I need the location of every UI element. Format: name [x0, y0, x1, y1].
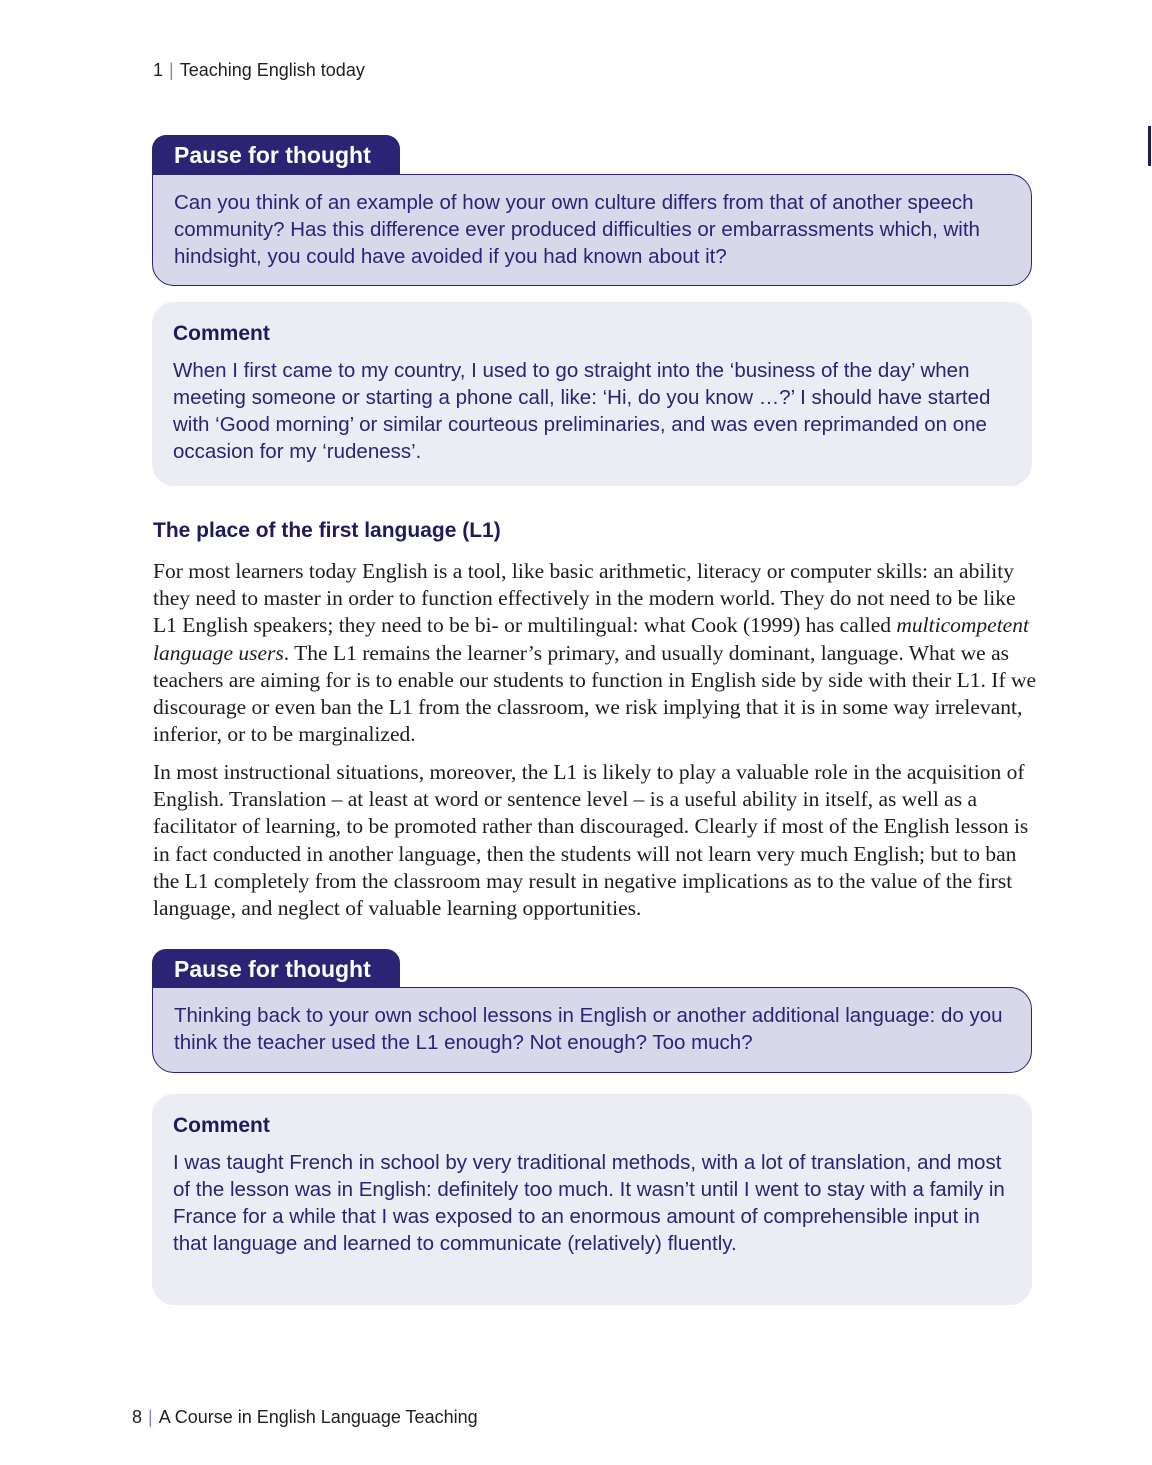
comment-box — [152, 1094, 1032, 1305]
section-heading: The place of the first language (L1) — [153, 519, 501, 542]
page-footer — [132, 1407, 478, 1428]
page-edge-mark — [1148, 126, 1151, 166]
running-head — [153, 60, 365, 81]
chapter-number: 1 — [153, 60, 164, 80]
separator: | — [169, 60, 174, 80]
pause-for-thought-tab: Pause for thought — [152, 135, 400, 175]
chapter-title: Teaching English today — [179, 60, 365, 80]
book-title: A Course in English Language Teaching — [158, 1407, 478, 1427]
paragraph-text: . The L1 remains the learner’s primary, and usually dominant, language. What we as teachers are aiming for is to enable our students to function in English side by side with their L1. If we discourage or even ban the L1 from the classroom, we risk implying that it is in some way irrelevant, inferior, or to be marginalized. — [153, 640, 1037, 747]
comment-box — [152, 302, 1032, 486]
comment-text: When I first came to my country, I used to go straight into the ‘business of the day’ when meeting someone or starting a phone call, like: ‘Hi, do you know …?’ I should have started with ‘Good morning’ or similar courteous preliminaries, and was even reprimanded on one occasion for my ‘rudeness’. — [173, 359, 991, 463]
comment-title: Comment — [173, 322, 270, 345]
pause-for-thought-text: Can you think of an example of how your own culture differs from that of another speech community? Has this difference ever produced difficulties or embarrassments which, with hindsight, you could have avoided if you had known about it? — [174, 191, 980, 268]
pause-for-thought-box — [152, 987, 1032, 1073]
comment-text: I was taught French in school by very traditional methods, with a lot of translation, and most of the lesson was in English: definitely too much. It wasn’t until I went to stay with a family in France for a while that I was exposed to an enormous amount of comprehensible input in that language and learned to communicate (relatively) fluently. — [173, 1151, 1005, 1255]
page-number: 8 — [132, 1407, 143, 1427]
separator: | — [148, 1407, 153, 1427]
pause-for-thought-text: Thinking back to your own school lessons in English or another additional language: do you think the teacher used the L1 enough? Not enough? Too much? — [174, 1004, 1003, 1054]
paragraph-text: For most learners today English is a tool, like basic arithmetic, literacy or computer skills: an ability they need to master in order to function effectively in the modern world. They do not need to be like L1 English speakers; they need to be bi- or multilingual: what Cook (1999) has called — [153, 559, 1016, 638]
body-paragraph: In most instructional situations, moreover, the L1 is likely to play a valuable role in the acquisition of English. Translation – at least at word or sentence level – is a useful ability in itself, as well as a facilitator of learning, to be promoted rather than discouraged. Clearly if most of the English lesson is in fact conducted in another language, then the students will not learn very much English; but to ban the L1 completely from the classroom may result in negative implications as to the value of the first language, and neglect of valuable learning opportunities. — [153, 760, 1029, 921]
body-paragraph — [153, 558, 1038, 748]
comment-title: Comment — [173, 1114, 270, 1137]
italic-term: multicompetent language users — [153, 613, 1029, 665]
pause-for-thought-box — [152, 174, 1032, 286]
pause-for-thought-tab: Pause for thought — [152, 949, 400, 989]
